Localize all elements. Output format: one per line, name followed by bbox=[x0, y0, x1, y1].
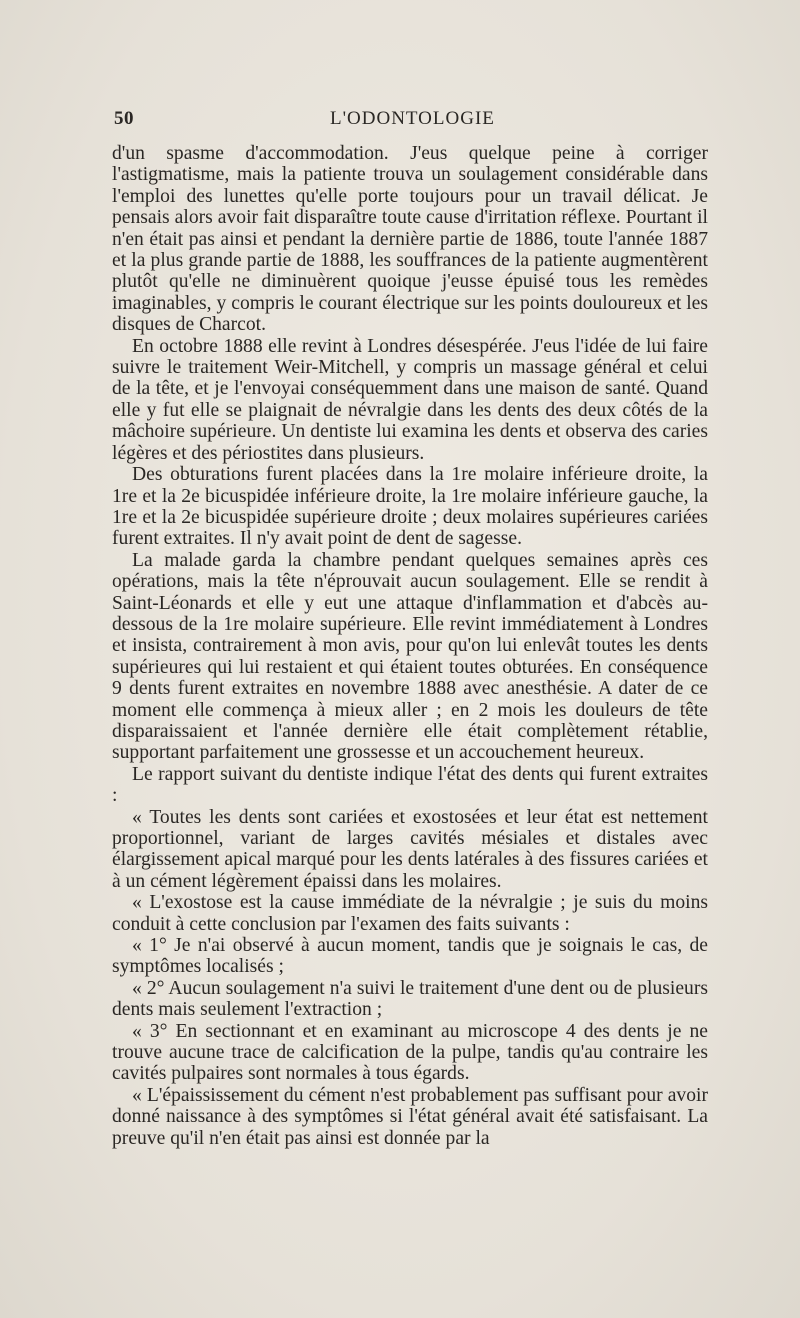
paragraph-continued: d'un spasme d'accommodation. J'eus quelque peine à corriger l'astigmatisme, mais la patiente trouva un soulagement considérable dans l'emploi des lunettes qu'elle porte toujours pour un travail délicat. Je pensais alors avoir fait disparaître toute cause d'irritation réflexe. Pourtant il n'en était pas ainsi et pendant la dernière partie de 1886, toute l'année 1887 et la plus grande partie de 1888, les souffrances de la patiente augmentèrent plutôt qu'elle ne diminuèrent quoique j'eusse épuisé tous les remèdes imaginables, y compris le courant électrique sur les points douloureux et les disques de Charcot. bbox=[112, 143, 708, 336]
page-header bbox=[112, 104, 708, 134]
paragraph: Le rapport suivant du dentiste indique l'état des dents qui furent extraites : bbox=[112, 763, 708, 807]
paragraph: Des obturations furent placées dans la 1re molaire inférieure droite, la 1re et la 2e bicuspidée inférieure droite, la 1re molaire inférieure gauche, la 1re et la 2e bicuspidée supérieure droite ; deux molaires supérieures cariées furent extraites. Il n'y avait point de dent de sagesse. bbox=[112, 464, 708, 550]
paragraph: En octobre 1888 elle revint à Londres désespérée. J'eus l'idée de lui faire suivre le traitement Weir-Mitchell, y compris un massage général et celui de la tête, et je l'envoyai conséquemment dans une maison de santé. Quand elle y fut elle se plaignait de névralgie dans les dents des deux côtés de la mâchoire supérieure. Un dentiste lui examina les dents et observa des caries légères et des périostites dans plusieurs. bbox=[112, 335, 708, 464]
page-number: 50 bbox=[114, 108, 134, 129]
quoted-paragraph: « 1° Je n'ai observé à aucun moment, tandis que je soignais le cas, de symptômes localisés ; bbox=[112, 935, 708, 978]
quoted-paragraph: « L'exostose est la cause immédiate de la névralgie ; je suis du moins conduit à cette conclusion par l'examen des faits suivants : bbox=[112, 892, 708, 935]
paragraph: La malade garda la chambre pendant quelques semaines après ces opérations, mais la tête n'éprouvait aucun soulagement. Elle se rendit à Saint-Léonards et elle y eut une attaque d'inflammation et d'abcès au-dessous de la 1re molaire supérieure. Elle revint immédiatement à Londres et insista, contrairement à mon avis, pour qu'on lui enlevât toutes les dents supérieures qui lui restaient et qui étaient toutes obturées. En conséquence 9 dents furent extraites en novembre 1888 avec anesthésie. A dater de ce moment elle commença à mieux aller ; en 2 mois les douleurs de tête disparaissaient et l'année dernière elle était complètement rétablie, supportant parfaitement une grossesse et un accouchement heureux. bbox=[112, 549, 708, 764]
quoted-paragraph: « L'épaississement du cément n'est probablement pas suffisant pour avoir donné naissance à des symptômes si l'état général avait été satisfaisant. La preuve qu'il n'en était pas ainsi est donnée par la bbox=[112, 1084, 708, 1149]
page-body bbox=[112, 143, 708, 1149]
running-title: L'ODONTOLOGIE bbox=[330, 108, 495, 129]
quoted-paragraph: « Toutes les dents sont cariées et exostosées et leur état est nettement proportionnel, variant de larges cavités mésiales et distales avec élargissement apical marqué pour les dents latérales à des fissures cariées et à un cément légèrement épaissi dans les molaires. bbox=[112, 806, 708, 892]
quoted-paragraph: « 2° Aucun soulagement n'a suivi le traitement d'une dent ou de plusieurs dents mais seulement l'extraction ; bbox=[112, 977, 708, 1021]
quoted-paragraph: « 3° En sectionnant et en examinant au microscope 4 des dents je ne trouve aucune trace de calcification de la pulpe, tandis qu'au contraire les cavités pulpaires sont normales à tous égards. bbox=[112, 1020, 708, 1085]
